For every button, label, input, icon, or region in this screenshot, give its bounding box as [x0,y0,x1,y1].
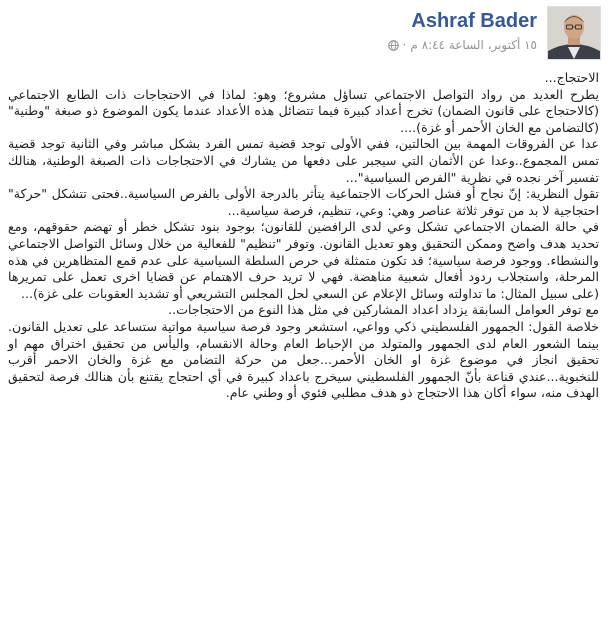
globe-icon[interactable] [388,40,399,51]
post-header [8,6,601,62]
post-timestamp[interactable]: ١٥ أكتوبر، الساعة ٨:٤٤ م [410,38,537,52]
separator-dot: · [402,38,407,52]
post-meta [388,6,537,52]
author-name[interactable]: Ashraf Bader [411,10,537,32]
post-subline [388,38,537,52]
post-paragraph: يطرح العديد من رواد التواصل الاجتماعي تساؤل مشروع؛ وهو: لماذا في الاحتجاجات ذات الطابع الاجتماعي (كالاحتجاج على قانون الضمان) تخرج أعداد كبيرة فيما تتضائل هذه الأعداد عندما يكون الموضوع ذو صبغة "وطنية" (كالتضامن مع الخان الأحمر أو غزة).... [8,86,599,135]
post-body [8,70,599,402]
post-paragraph: تقول النظرية: إنّ نجاح أو فشل الحركات الاجتماعية يتأثر بالدرجة الأولى بالفرص السياسية..فحتى تتشكل "حركة" احتجاجية لا بد من توفر ثلاثة عناصر وهي: وعي، تنظيم، فرصة سياسية... [8,186,599,218]
post-paragraph: في حالة الضمان الاجتماعي تشكل وعي لدى الرافضين للقانون؛ بوجود بنود تشكل خطر أو تهضم حقوقهم، ومع تحديد هدف واضح وممكن التحقيق وهو تعديل القانون. وتوفر "تنظيم" للفعالية من خلال وسائل التواصل الاجتماعي والنشطاء. ووجود فرصة سياسية؛ قد تكون متمثلة في حرص السلطة السياسية على عدم قمع المتظاهرين في هذه المرحلة، واستجلاب ردود أفعال شعبية مناهضة. فهي لا تريد حرف الاهتمام عن قضايا اخرى تعمل على تمريرها (على سبيل المثال: ما تداولته وسائل الإعلام عن السعي لحل المجلس التشريعي أو تشديد العقوبات على غزة)... [8,219,599,301]
post-paragraph: عدا عن الفروقات المهمة بين الحالتين، ففي الأولى توجد قضية تمس الفرد بشكل مباشر وفي الثانية توجد قضية تمس المجموع..وعدا عن الأثمان التي سيجبر على دفعها من يشارك في الاحتجاجات ذات الصبغة الوطنية، هنالك تفسير آخر نجده في نظرية "الفرص السياسية"... [8,136,599,185]
post-paragraph: الاحتجاج... [544,70,599,85]
avatar[interactable] [547,6,601,60]
post-paragraph: مع توفر العوامل السابقة يزداد اعداد المشاركين في مثل هذا النوع من الاحتجاجات.. [168,302,599,318]
post-paragraph: خلاصة القول: الجمهور الفلسطيني ذكي وواعي، استشعر وجود فرصة سياسية مواتية ستساعد على تعديل القانون. بينما الشعور العام لدى الجمهور والمتولد من الإحباط العام وحالة الانقسام، واليأس من تحقيق اختراق مهم او تحقيق انجاز في موضوع غزة او الخان الأحمر...جعل من حركة التضامن مع غزة والخان الاحمر أقرب للنخبوية...عندي قناعة بأنّ الجمهور الفلسطيني سيخرج باعداد كبيرة في أي احتجاج يقتنع بأن هنالك فرصة لتحقيق الهدف منه، سواء أكان هذا الاحتجاج ذو هدف مطلبي فئوي أو وطني عام. [8,318,599,401]
profile-photo [548,7,600,59]
